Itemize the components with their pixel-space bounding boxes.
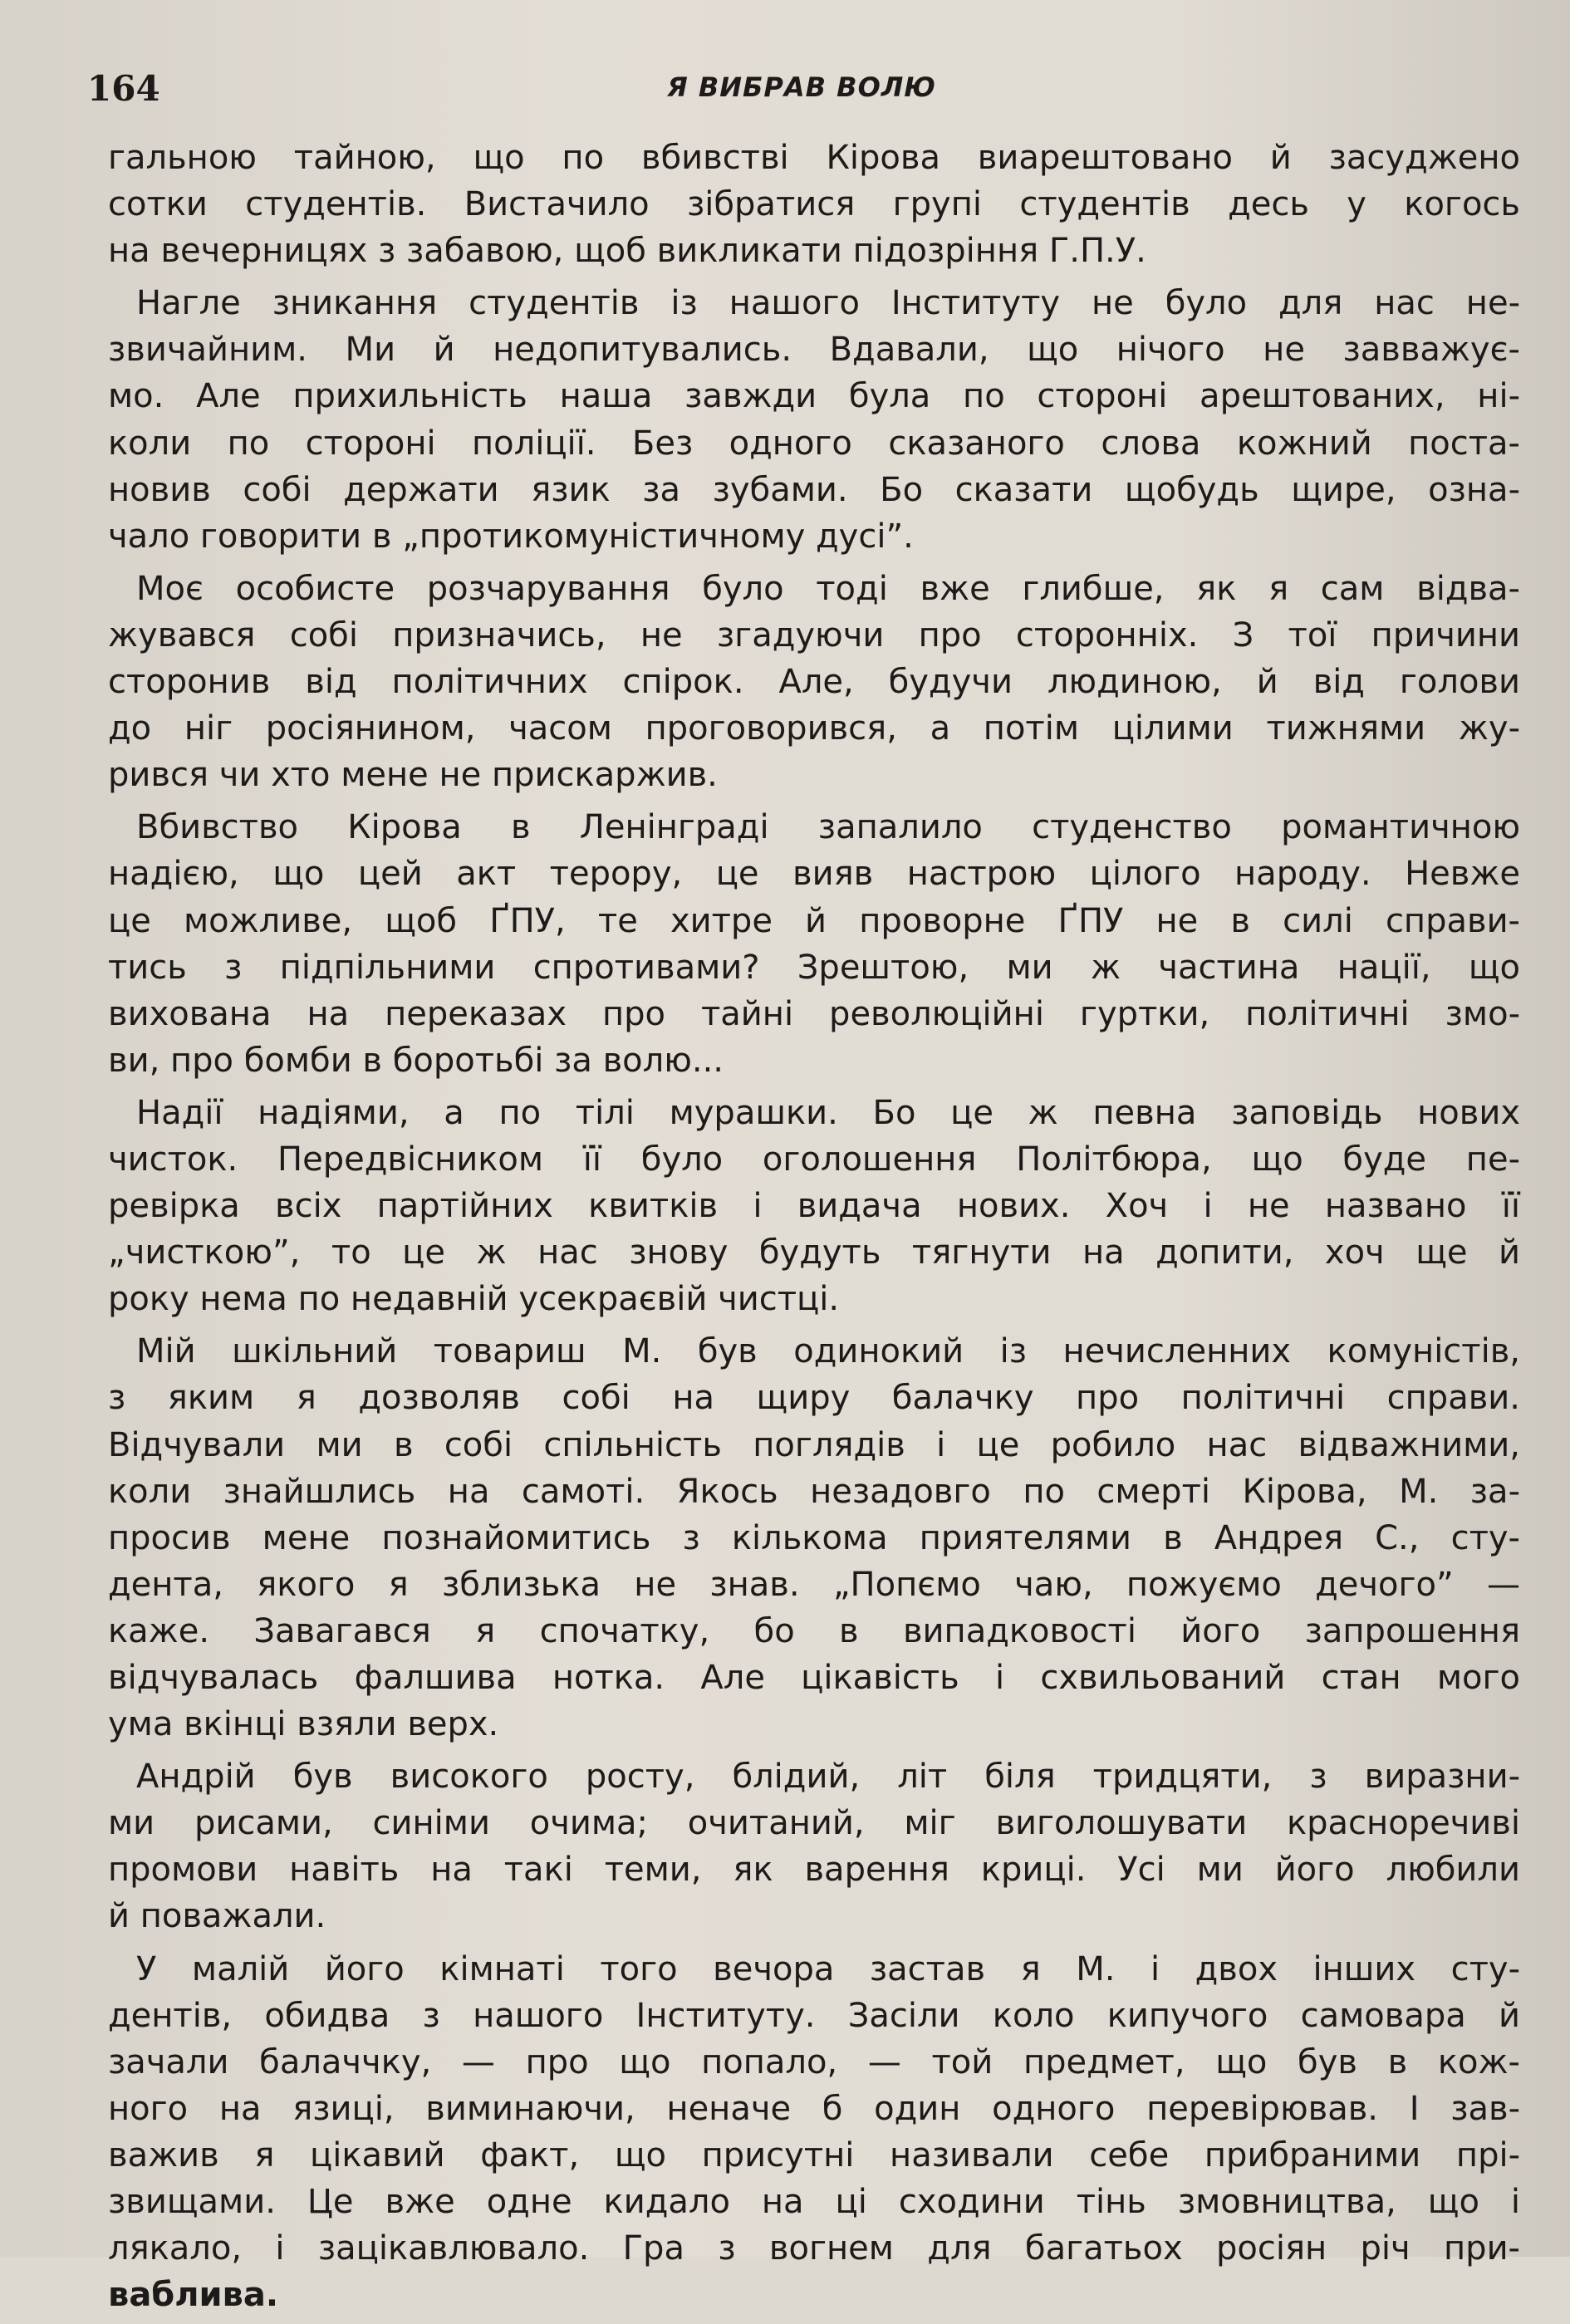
text-line: це можливе, щоб ҐПУ, те хитре й проворне ҐПУ не в силі справи- <box>108 901 1520 940</box>
text-line: жувався собі призначись, не згадуючи про сторонніх. З тої причини <box>108 615 1520 655</box>
text-line: важив я цікавий факт, що присутні називали себе прибраними прі- <box>108 2135 1520 2174</box>
text-line: зачали балаччку, — про що попало, — той предмет, що був в кож- <box>108 2042 1520 2081</box>
text-line: Моє особисте розчарування було тоді вже глибше, як я сам відва- <box>136 569 1520 608</box>
text-line: відчувалась фалшива нотка. Але цікавість і схвильований стан мого <box>108 1659 1520 1697</box>
text-line: дентів, обидва з нашого Інституту. Засіли коло кипучого самовара й <box>108 1996 1520 2035</box>
text-line: ревірка всіх партійних квитків і видача нових. Хоч і не названо її <box>108 1187 1520 1226</box>
text-line: новив собі держати язик за зубами. Бо сказати щобудь щире, озна- <box>108 470 1520 509</box>
text-line: на вечерницях з забавою, щоб викликати підозріння Г.П.У. <box>108 232 1146 271</box>
text-line: ми рисами, синіми очима; очитаний, міг виголошувати красноречиві <box>108 1804 1520 1843</box>
text-line: чисток. Передвісником її було оголошення Політбюра, що буде пе- <box>108 1140 1520 1179</box>
text-line: Мій шкільний товариш М. був одинокий із нечисленних комуністів, <box>136 1332 1520 1371</box>
page-header <box>87 68 1516 118</box>
text-line: Надії надіями, а по тілі мурашки. Бо це ж певна заповідь нових <box>136 1093 1520 1132</box>
text-line: Вбивство Кірова в Ленінграді запалило студенство романтичною <box>136 808 1520 847</box>
text-line: тись з підпільними спротивами? Зрештою, ми ж частина нації, що <box>108 948 1520 987</box>
text-line: просив мене познайомитись з кількома приятелями в Андрея С., сту- <box>108 1518 1520 1557</box>
body-text <box>108 135 1520 2324</box>
text-line: лякало, і зацікавлювало. Гра з вогнем для багатьох росіян річ при- <box>108 2229 1520 2268</box>
text-line: надією, що цей акт терору, це вияв настрою цілого народу. Невже <box>108 855 1520 894</box>
text-line: й поважали. <box>108 1897 326 1936</box>
text-line: звичайним. Ми й недопитувались. Вдавали, що нічого не завважує- <box>108 331 1520 370</box>
page-number: 164 <box>87 68 160 109</box>
text-line: сотки студентів. Вистачило зібратися групі студентів десь у когось <box>108 185 1520 224</box>
text-line: ви, про бомби в боротьбі за волю... <box>108 1041 724 1080</box>
text-line: вихована на переказах про тайні революційні гуртки, політичні змо- <box>108 994 1520 1033</box>
text-line: рився чи хто мене не прискаржив. <box>108 756 718 795</box>
paragraph <box>108 280 1520 560</box>
text-line: У малій його кімнаті того вечора застав я М. і двох інших сту- <box>136 1949 1520 1988</box>
text-line: коли знайшлись на самоті. Якось незадовго по смерті Кірова, М. за- <box>108 1472 1520 1511</box>
text-line: ваблива. <box>108 2276 279 2315</box>
text-line: мо. Але прихильність наша завжди була по стороні арештованих, ні- <box>108 377 1520 416</box>
text-line: дента, якого я зблизька не знав. „Попємо чаю, пожуємо дечого” — <box>108 1565 1520 1604</box>
text-line: ума вкінці взяли верх. <box>108 1705 499 1744</box>
running-title: Я ВИБРАВ ВОЛЮ <box>667 71 936 103</box>
text-line: з яким я дозволяв собі на щиру балачку про політичні справи. <box>108 1379 1520 1418</box>
paragraph <box>108 135 1520 274</box>
text-line: Андрій був високого росту, блідий, літ біля тридцяти, з виразни- <box>136 1758 1520 1797</box>
text-line: звищами. Це вже одне кидало на ці сходини тінь змовництва, що і <box>108 2183 1520 2222</box>
paragraph <box>108 566 1520 798</box>
text-line: каже. Завагався я спочатку, бо в випадковості його запрошення <box>108 1611 1520 1650</box>
paragraph <box>108 1090 1520 1322</box>
text-line: ного на язиці, виминаючи, неначе б один одного перевірював. І зав- <box>108 2089 1520 2128</box>
paragraph <box>108 1328 1520 1748</box>
paragraph <box>108 804 1520 1084</box>
text-line: промови навіть на такі теми, як варення криці. Усі ми його любили <box>108 1851 1520 1890</box>
paragraph <box>108 1753 1520 1939</box>
text-line: Відчували ми в собі спільність поглядів і це робило нас відважними, <box>108 1425 1520 1464</box>
text-line: сторонив від політичних спірок. Але, будучи людиною, й від голови <box>108 663 1520 702</box>
text-line: гальною тайною, що по вбивстві Кірова виарештовано й засуджено <box>108 139 1520 177</box>
text-line: до ніг росіянином, часом проговорився, а потім цілими тижнями жу- <box>108 709 1520 748</box>
text-line: „чисткою”, то це ж нас знову будуть тягнути на допити, хоч ще й <box>108 1233 1520 1272</box>
text-line: року нема по недавній усекраєвій чистці. <box>108 1280 840 1319</box>
paragraph <box>108 1946 1520 2319</box>
text-line: чало говорити в „протикомуністичному дусі”. <box>108 517 914 556</box>
text-line: Нагле зникання студентів із нашого Інституту не було для нас не- <box>136 284 1520 323</box>
text-line: коли по стороні поліції. Без одного сказаного слова кожний поста- <box>108 424 1520 463</box>
